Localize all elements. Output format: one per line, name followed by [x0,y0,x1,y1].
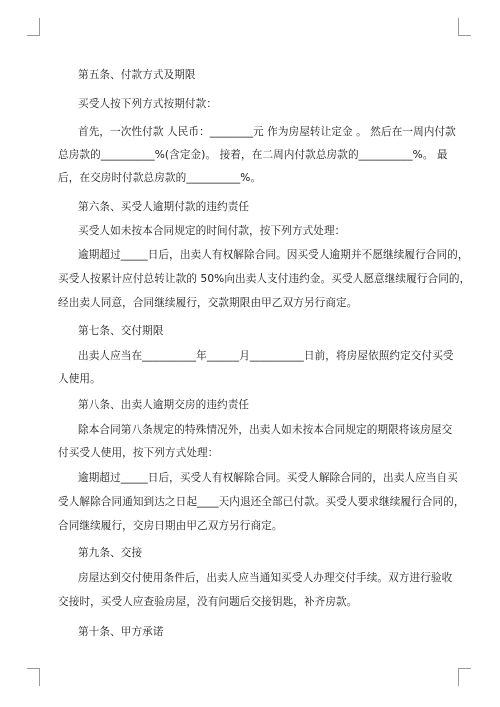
section-5-heading: 第五条、付款方式及期限 [78,69,196,81]
section-6-heading: 第六条、买受人逾期付款的违约责任 [78,201,250,213]
paragraph-line: 逾期超过_____日后，出卖人有权解除合同。因买受人逾期并不愿继续履行合同的， [78,249,469,261]
paragraph-line: 交接时，买受人应查验房屋，没有问题后交接钥匙，补齐房款。 [58,596,358,608]
paragraph-line: 经出卖人同意，合同继续履行，交款期限由甲乙双方另行商定。 [58,297,358,309]
paragraph-line: 买受人按累计应付总转让款的 50%向出卖人支付违约金。买受人愿意继续履行合同的， [58,273,471,285]
paragraph-line: 人使用。 [58,373,101,385]
crop-mark-bottom-right [458,668,471,686]
section-10-heading: 第十条、甲方承诺 [78,626,164,638]
paragraph-line: 出卖人应当在__________年______月__________日前，将房屋依照约定交付买受 [78,350,454,362]
paragraph-line: 付买受人使用，按下列方式处理： [58,447,219,459]
paragraph-line: 买受人按下列方式按期付款： [78,98,218,110]
section-7-heading: 第七条、交付期限 [78,325,164,337]
paragraph-line: 受人解除合同通知到达之日起____天内退还全部已付款。买受人要求继续履行合同的， [58,496,465,508]
crop-mark-top-right [458,18,471,36]
paragraph-line: 后，在交房时付款总房款的__________%。 [58,172,262,184]
section-9-heading: 第九条、交接 [78,547,143,559]
crop-mark-top-left [27,18,40,36]
section-8-heading: 第八条、出卖人逾期交房的违约责任 [78,399,250,411]
paragraph-line: 逾期超过_____日后，买受人有权解除合同。买受人解除合同的，出卖人应当自买 [78,472,458,484]
paragraph-line: 合同继续履行，交房日期由甲乙双方另行商定。 [58,520,283,532]
paragraph-line: 除本合同第八条规定的特殊情况外，出卖人如未按本合同规定的期限将该房屋交 [78,424,453,436]
paragraph-line: 买受人如未按本合同规定的时间付款，按下列方式处理： [78,225,346,237]
paragraph-line: 总房款的__________%(含定金)。 接着，在二周内付款总房款的__________%。 最 [58,149,448,161]
paragraph-line: 首先，一次性付款 人民币：________元 作为房屋转让定金 。 然后在一周内付款 [78,126,456,138]
paragraph-line: 房屋达到交付使用条件后，出卖人应当通知买受人办理交付手续。双方进行验收 [78,572,453,584]
crop-mark-bottom-left [27,668,40,686]
